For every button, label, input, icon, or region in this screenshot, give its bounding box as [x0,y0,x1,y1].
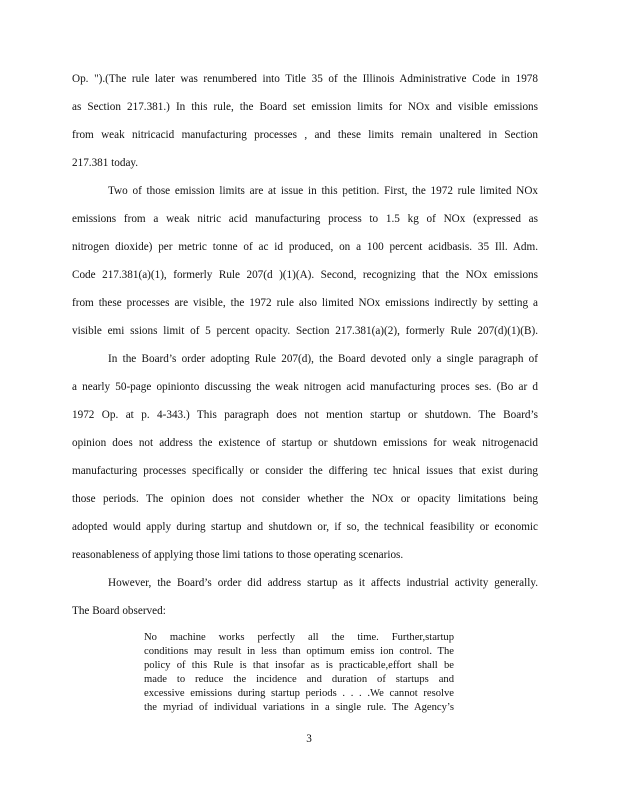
body-line: manufacturing processes specifically or consider the differing tec hnical issues that exist during [72,465,538,477]
quote-line: conditions may result in less than optimum emiss ion control. The [144,646,454,657]
quote-line: No machine works perfectly all the time. Further,startup [144,632,454,643]
body-line: as Section 217.381.) In this rule, the Board set emission limits for NOx and visible emissions [72,101,538,113]
body-line: visible emi ssions limit of 5 percent opacity. Section 217.381(a)(2), formerly Rule 207(d)(1)(B). [72,325,538,337]
body-line: from weak nitricacid manufacturing processes , and these limits remain unaltered in Section [72,129,538,141]
quote-line: policy of this Rule is that insofar as is practicable,effort shall be [144,660,454,671]
body-line: 217.381 today. [72,157,139,169]
quote-line: the myriad of individual variations in a single rule. The Agency’s [144,702,454,713]
body-line: those periods. The opinion does not consider whether the NOx or opacity limitations being [72,493,538,505]
body-line: from these processes are visible, the 1972 rule also limited NOx emissions indirectly by setting a [72,297,538,309]
body-line: reasonableness of applying those limi tations to those operating scenarios. [72,549,404,561]
body-line: 1972 Op. at p. 4-343.) This paragraph does not mention startup or shutdown. The Board’s [72,409,538,421]
body-line: In the Board’s order adopting Rule 207(d), the Board devoted only a single paragraph of [108,353,538,365]
quote-line: excessive emissions during startup periods . . . .We cannot resolve [144,688,454,699]
body-line: However, the Board’s order did address startup as it affects industrial activity generally. [108,577,538,589]
body-line: opinion does not address the existence of startup or shutdown emissions for weak nitrogenacid [72,437,538,449]
page-number: 3 [306,733,312,745]
body-line: Two of those emission limits are at issue in this petition. First, the 1972 rule limited NOx [108,185,538,197]
body-line: adopted would apply during startup and shutdown or, if so, the technical feasibility or economic [72,521,538,533]
quote-line: made to reduce the incidence and duration of startups and [144,674,454,685]
body-line: nitrogen dioxide) per metric tonne of ac id produced, on a 100 percent acidbasis. 35 Ill. Adm. [72,241,538,253]
body-line: emissions from a weak nitric acid manufacturing process to 1.5 kg of NOx (expressed as [72,213,538,225]
body-line: The Board observed: [72,605,166,617]
body-line: a nearly 50-page opinionto discussing the weak nitrogen acid manufacturing proces ses. (Bo ar d [72,381,538,393]
body-line: Op. ").(The rule later was renumbered into Title 35 of the Illinois Administrative Code in 1978 [72,73,538,85]
body-line: Code 217.381(a)(1), formerly Rule 207(d )(1)(A). Second, recognizing that the NOx emissions [72,269,538,281]
